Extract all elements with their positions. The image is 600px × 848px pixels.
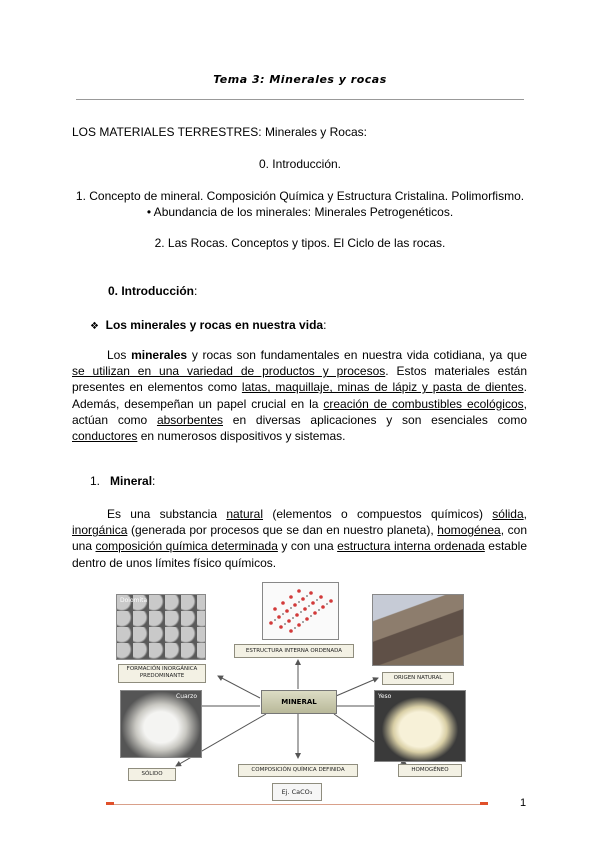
page-number: 1 [520,797,527,809]
box-solido: SÓLIDO [128,768,176,781]
box-estructura: ESTRUCTURA INTERNA ORDENADA [234,644,354,658]
cuarzo-photo [120,690,202,758]
box-ejemplo: Ej. CaCO₃ [272,783,322,801]
crystal-structure-image [262,582,339,640]
outline-item-1-sub: • Abundancia de los minerales: Minerales Petrogenéticos. [146,205,454,219]
crystal-lattice-icon [263,583,338,639]
mineral-heading: 1. Mineral: [90,474,156,488]
mineral-center-box: MINERAL [261,690,337,714]
box-formacion: FORMACIÓN INORGÁNICA PREDOMINANTE [118,664,206,683]
box-origen: ORIGEN NATURAL [382,672,454,685]
outline-item-1: 1. Concepto de mineral. Composición Química y Estructura Cristalina. Polimorfismo. [75,189,525,203]
title-divider [76,99,524,100]
outline-heading: LOS MATERIALES TERRESTRES: Minerales y Rocas: [72,125,367,139]
cuarzo-label: Cuarzo [176,693,197,700]
box-homogeneo: HOMOGÉNEO [398,764,462,777]
arrow-up-left [218,676,260,698]
box-composicion: COMPOSICIÓN QUÍMICA DEFINIDA [238,764,358,777]
mineral-concept-diagram [106,580,500,806]
yeso-label: Yeso [378,693,392,700]
landscape-photo [372,594,464,666]
outline-item-0: 0. Introducción. [258,157,342,171]
intro-heading: 0. Introducción: [108,284,198,298]
intro-bullet: ❖ Los minerales y rocas en nuestra vida: [90,318,327,332]
footer-mark-right [480,802,488,805]
dolomita-photo [116,594,206,660]
yeso-photo [374,690,466,762]
arrow-up-right [336,678,378,696]
mineral-paragraph: Es una substancia natural (elementos o compuestos químicos) sólida, inorgánica (generada por procesos que se dan en nuestro planeta), homogénea, con una composición química determinada y con una estructura interna ordenada estable dentro de unos límites físico químicos. [72,507,528,570]
outline-item-2: 2. Las Rocas. Conceptos y tipos. El Ciclo de las rocas. [154,236,446,250]
page-title: Tema 3: Minerales y rocas [213,73,387,86]
dolomita-label: Dolomita [120,597,148,604]
footer-divider [110,804,486,805]
intro-paragraph: Los minerales y rocas son fundamentales en nuestra vida cotidiana, ya que se utilizan en una variedad de productos y procesos. Estos materiales están presentes en elementos como latas, maquillaje, minas de lápiz y pasta de dientes. Además, desempeñan un papel crucial en la creación de combustibles ecológicos, actúan como absorbentes en diversas aplicaciones y son esenciales como conductores en numerosos dispositivos y sistemas. [72,348,528,444]
diamond-bullet-icon: ❖ [90,321,99,332]
footer-mark-left [106,802,114,805]
